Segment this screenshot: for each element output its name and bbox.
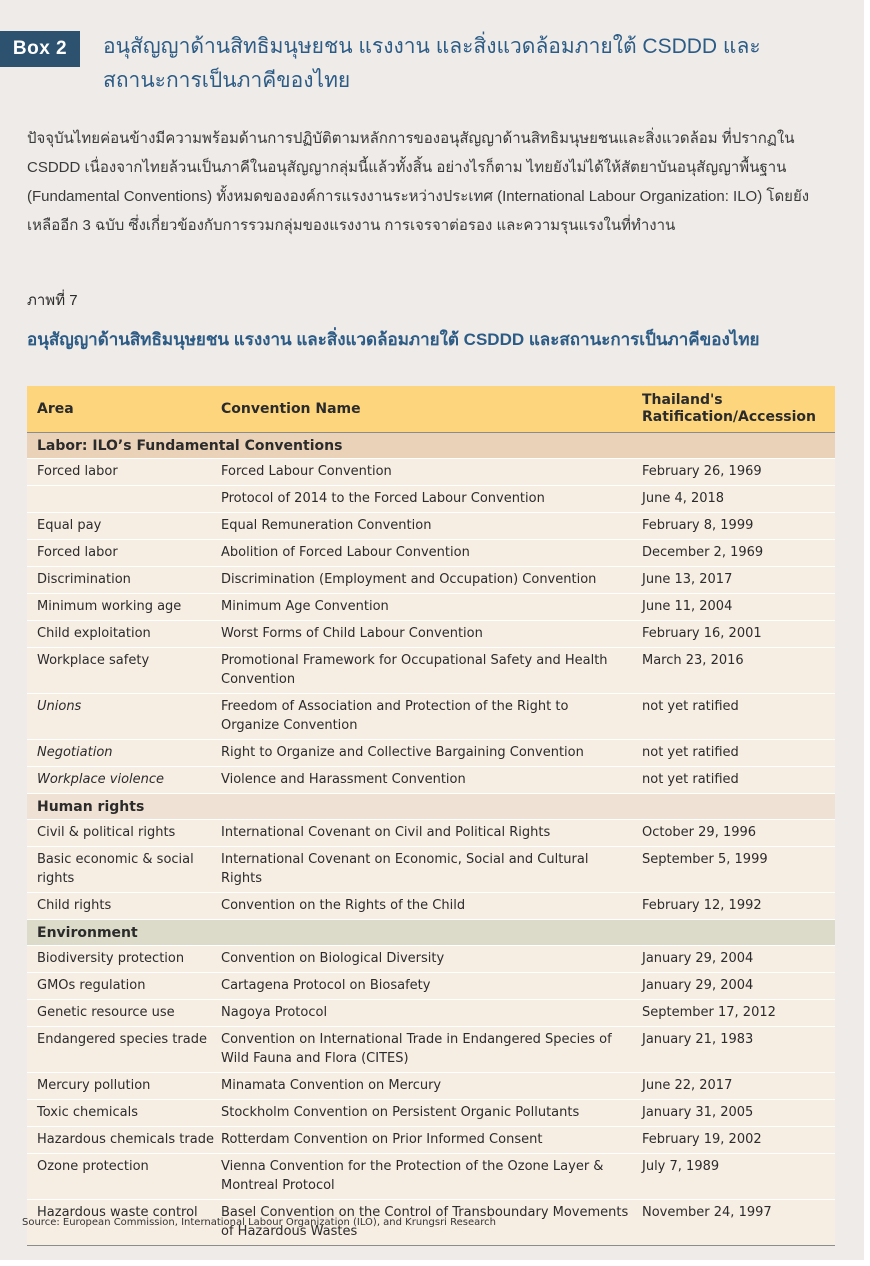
table-row xyxy=(27,694,835,740)
cell-ratification-date: not yet ratified xyxy=(642,745,739,760)
cell-area: Civil & political rights xyxy=(37,825,176,840)
cell-ratification-date: January 21, 1983 xyxy=(642,1032,754,1047)
cell-convention-name: International Covenant on Civil and Political Rights xyxy=(221,825,551,840)
table-row xyxy=(27,893,835,920)
cell-area: Child rights xyxy=(37,898,112,913)
section-header: Environment xyxy=(27,920,835,946)
cell-area: Forced labor xyxy=(37,464,118,479)
table-row xyxy=(27,648,835,694)
table-row xyxy=(27,740,835,767)
figure-label: ภาพที่ 7 xyxy=(27,292,78,309)
cell-convention-name: Worst Forms of Child Labour Convention xyxy=(221,626,483,641)
table-header xyxy=(27,386,835,433)
cell-convention-name: Discrimination (Employment and Occupation) Convention xyxy=(221,572,597,587)
cell-ratification-date: January 29, 2004 xyxy=(642,978,754,993)
cell-convention-name: Minamata Convention on Mercury xyxy=(221,1078,442,1093)
cell-convention-name: Protocol of 2014 to the Forced Labour Convention xyxy=(221,491,545,506)
table-row xyxy=(27,1127,835,1154)
cell-convention-name: Freedom of Association and Protection of the Right to Organize Convention xyxy=(221,699,569,733)
cell-area: Discrimination xyxy=(37,572,131,587)
cell-area: Minimum working age xyxy=(37,599,182,614)
cell-convention-name: Abolition of Forced Labour Convention xyxy=(221,545,470,560)
cell-ratification-date: July 7, 1989 xyxy=(642,1159,720,1174)
cell-convention-name: Forced Labour Convention xyxy=(221,464,392,479)
cell-ratification-date: December 2, 1969 xyxy=(642,545,764,560)
table-row xyxy=(27,459,835,486)
cell-ratification-date: June 4, 2018 xyxy=(642,491,725,506)
table-row xyxy=(27,847,835,893)
cell-area: Hazardous waste control xyxy=(37,1205,198,1220)
table-row xyxy=(27,486,835,513)
cell-ratification-date: November 24, 1997 xyxy=(642,1205,772,1220)
cell-ratification-date: February 12, 1992 xyxy=(642,898,762,913)
cell-ratification-date: January 29, 2004 xyxy=(642,951,754,966)
cell-convention-name: International Covenant on Economic, Social and Cultural Rights xyxy=(221,852,589,886)
cell-convention-name: Cartagena Protocol on Biosafety xyxy=(221,978,431,993)
header-convention-name: Convention Name xyxy=(221,401,361,417)
cell-area: Negotiation xyxy=(37,745,113,760)
cell-area: Unions xyxy=(37,699,82,714)
cell-ratification-date: June 22, 2017 xyxy=(642,1078,733,1093)
cell-convention-name: Violence and Harassment Convention xyxy=(221,772,466,787)
cell-convention-name: Vienna Convention for the Protection of the Ozone Layer & Montreal Protocol xyxy=(221,1159,604,1193)
cell-ratification-date: October 29, 1996 xyxy=(642,825,757,840)
cell-area: Workplace violence xyxy=(37,772,165,787)
figure-title: อนุสัญญาด้านสิทธิมนุษยชน แรงงาน และสิ่งแวดล้อมภายใต้ CSDDD และสถานะการเป็นภาคีของไทย xyxy=(27,330,760,349)
cell-convention-name: Minimum Age Convention xyxy=(221,599,389,614)
cell-ratification-date: September 17, 2012 xyxy=(642,1005,776,1020)
table-row xyxy=(27,594,835,621)
conventions-table xyxy=(27,386,835,1246)
cell-ratification-date: not yet ratified xyxy=(642,699,739,714)
table-row xyxy=(27,1100,835,1127)
cell-area: Equal pay xyxy=(37,518,102,533)
cell-convention-name: Nagoya Protocol xyxy=(221,1005,328,1020)
table-row xyxy=(27,973,835,1000)
cell-convention-name: Convention on the Rights of the Child xyxy=(221,898,466,913)
box-title: อนุสัญญาด้านสิทธิมนุษยชน แรงงาน และสิ่งแวดล้อมภายใต้ CSDDD และสถานะการเป็นภาคีของไทย xyxy=(103,35,761,92)
cell-convention-name: Equal Remuneration Convention xyxy=(221,518,432,533)
table-row xyxy=(27,621,835,648)
cell-ratification-date: February 26, 1969 xyxy=(642,464,762,479)
intro-paragraph: ปัจจุบันไทยค่อนข้างมีความพร้อมด้านการปฏิบัติตามหลักการของอนุสัญญาด้านสิทธิมนุษยชนและสิ่งแวดล้อม ที่ปรากฏใน CSDDD เนื่องจากไทยล้วนเป็นภาคีในอนุสัญญากลุ่มนี้แล้วทั้งสิ้น อย่างไรก็ตาม ไทยยังไม่ได้ให้สัตยาบันอนุสัญญาพื้นฐาน (Fundamental Conventions) ทั้งหมดขององค์การแรงงานระหว่างประเทศ (International Labour Organization: ILO) โดยยังเหลืออีก 3 ฉบับ ซึ่งเกี่ยวข้องกับการรวมกลุ่มของแรงงาน การเจรจาต่อรอง และความรุนแรงในที่ทำงาน xyxy=(27,130,810,234)
cell-area: Genetic resource use xyxy=(37,1005,175,1020)
section-header: Labor: ILO’s Fundamental Conventions xyxy=(27,433,835,459)
source-note: Source: European Commission, International Labour Organization (ILO), and Krungsri Research xyxy=(22,1217,497,1228)
cell-area: Toxic chemicals xyxy=(37,1105,139,1120)
cell-area: Forced labor xyxy=(37,545,118,560)
table-row xyxy=(27,1027,835,1073)
cell-convention-name: Basel Convention on the Control of Transboundary Movements of Hazardous Wastes xyxy=(221,1205,629,1239)
cell-area: Endangered species trade xyxy=(37,1032,207,1047)
cell-area: Child exploitation xyxy=(37,626,151,641)
header-ratification: Thailand's Ratification/Accession xyxy=(642,392,817,425)
table-body xyxy=(27,433,835,1246)
cell-ratification-date: not yet ratified xyxy=(642,772,739,787)
cell-area xyxy=(27,489,221,508)
cell-ratification-date: February 19, 2002 xyxy=(642,1132,762,1147)
cell-area: Ozone protection xyxy=(37,1159,149,1174)
cell-area: Biodiversity protection xyxy=(37,951,185,966)
cell-ratification-date: February 8, 1999 xyxy=(642,518,754,533)
table-row xyxy=(27,1000,835,1027)
header-area: Area xyxy=(37,401,74,417)
table-row xyxy=(27,946,835,973)
cell-convention-name: Stockholm Convention on Persistent Organic Pollutants xyxy=(221,1105,580,1120)
cell-convention-name: Rotterdam Convention on Prior Informed Consent xyxy=(221,1132,543,1147)
cell-ratification-date: June 13, 2017 xyxy=(642,572,733,587)
section-header: Human rights xyxy=(27,794,835,820)
table-row xyxy=(27,540,835,567)
cell-ratification-date: March 23, 2016 xyxy=(642,653,744,668)
cell-area: GMOs regulation xyxy=(37,978,146,993)
table-row xyxy=(27,1154,835,1200)
cell-convention-name: Convention on Biological Diversity xyxy=(221,951,445,966)
cell-area: Basic economic & social rights xyxy=(37,852,194,886)
cell-convention-name: Right to Organize and Collective Bargaining Convention xyxy=(221,745,584,760)
table-row xyxy=(27,820,835,847)
table-row xyxy=(27,567,835,594)
table-row xyxy=(27,767,835,794)
cell-ratification-date: January 31, 2005 xyxy=(642,1105,754,1120)
cell-ratification-date: September 5, 1999 xyxy=(642,852,768,867)
cell-convention-name: Promotional Framework for Occupational Safety and Health Convention xyxy=(221,653,608,687)
box-label: Box 2 xyxy=(0,31,80,67)
cell-area: Mercury pollution xyxy=(37,1078,151,1093)
table-row xyxy=(27,1073,835,1100)
cell-convention-name: Convention on International Trade in Endangered Species of Wild Fauna and Flora (CITES) xyxy=(221,1032,612,1066)
table-row xyxy=(27,513,835,540)
cell-area: Workplace safety xyxy=(37,653,150,668)
cell-ratification-date: February 16, 2001 xyxy=(642,626,762,641)
cell-area: Hazardous chemicals trade xyxy=(37,1132,214,1147)
cell-ratification-date: June 11, 2004 xyxy=(642,599,733,614)
